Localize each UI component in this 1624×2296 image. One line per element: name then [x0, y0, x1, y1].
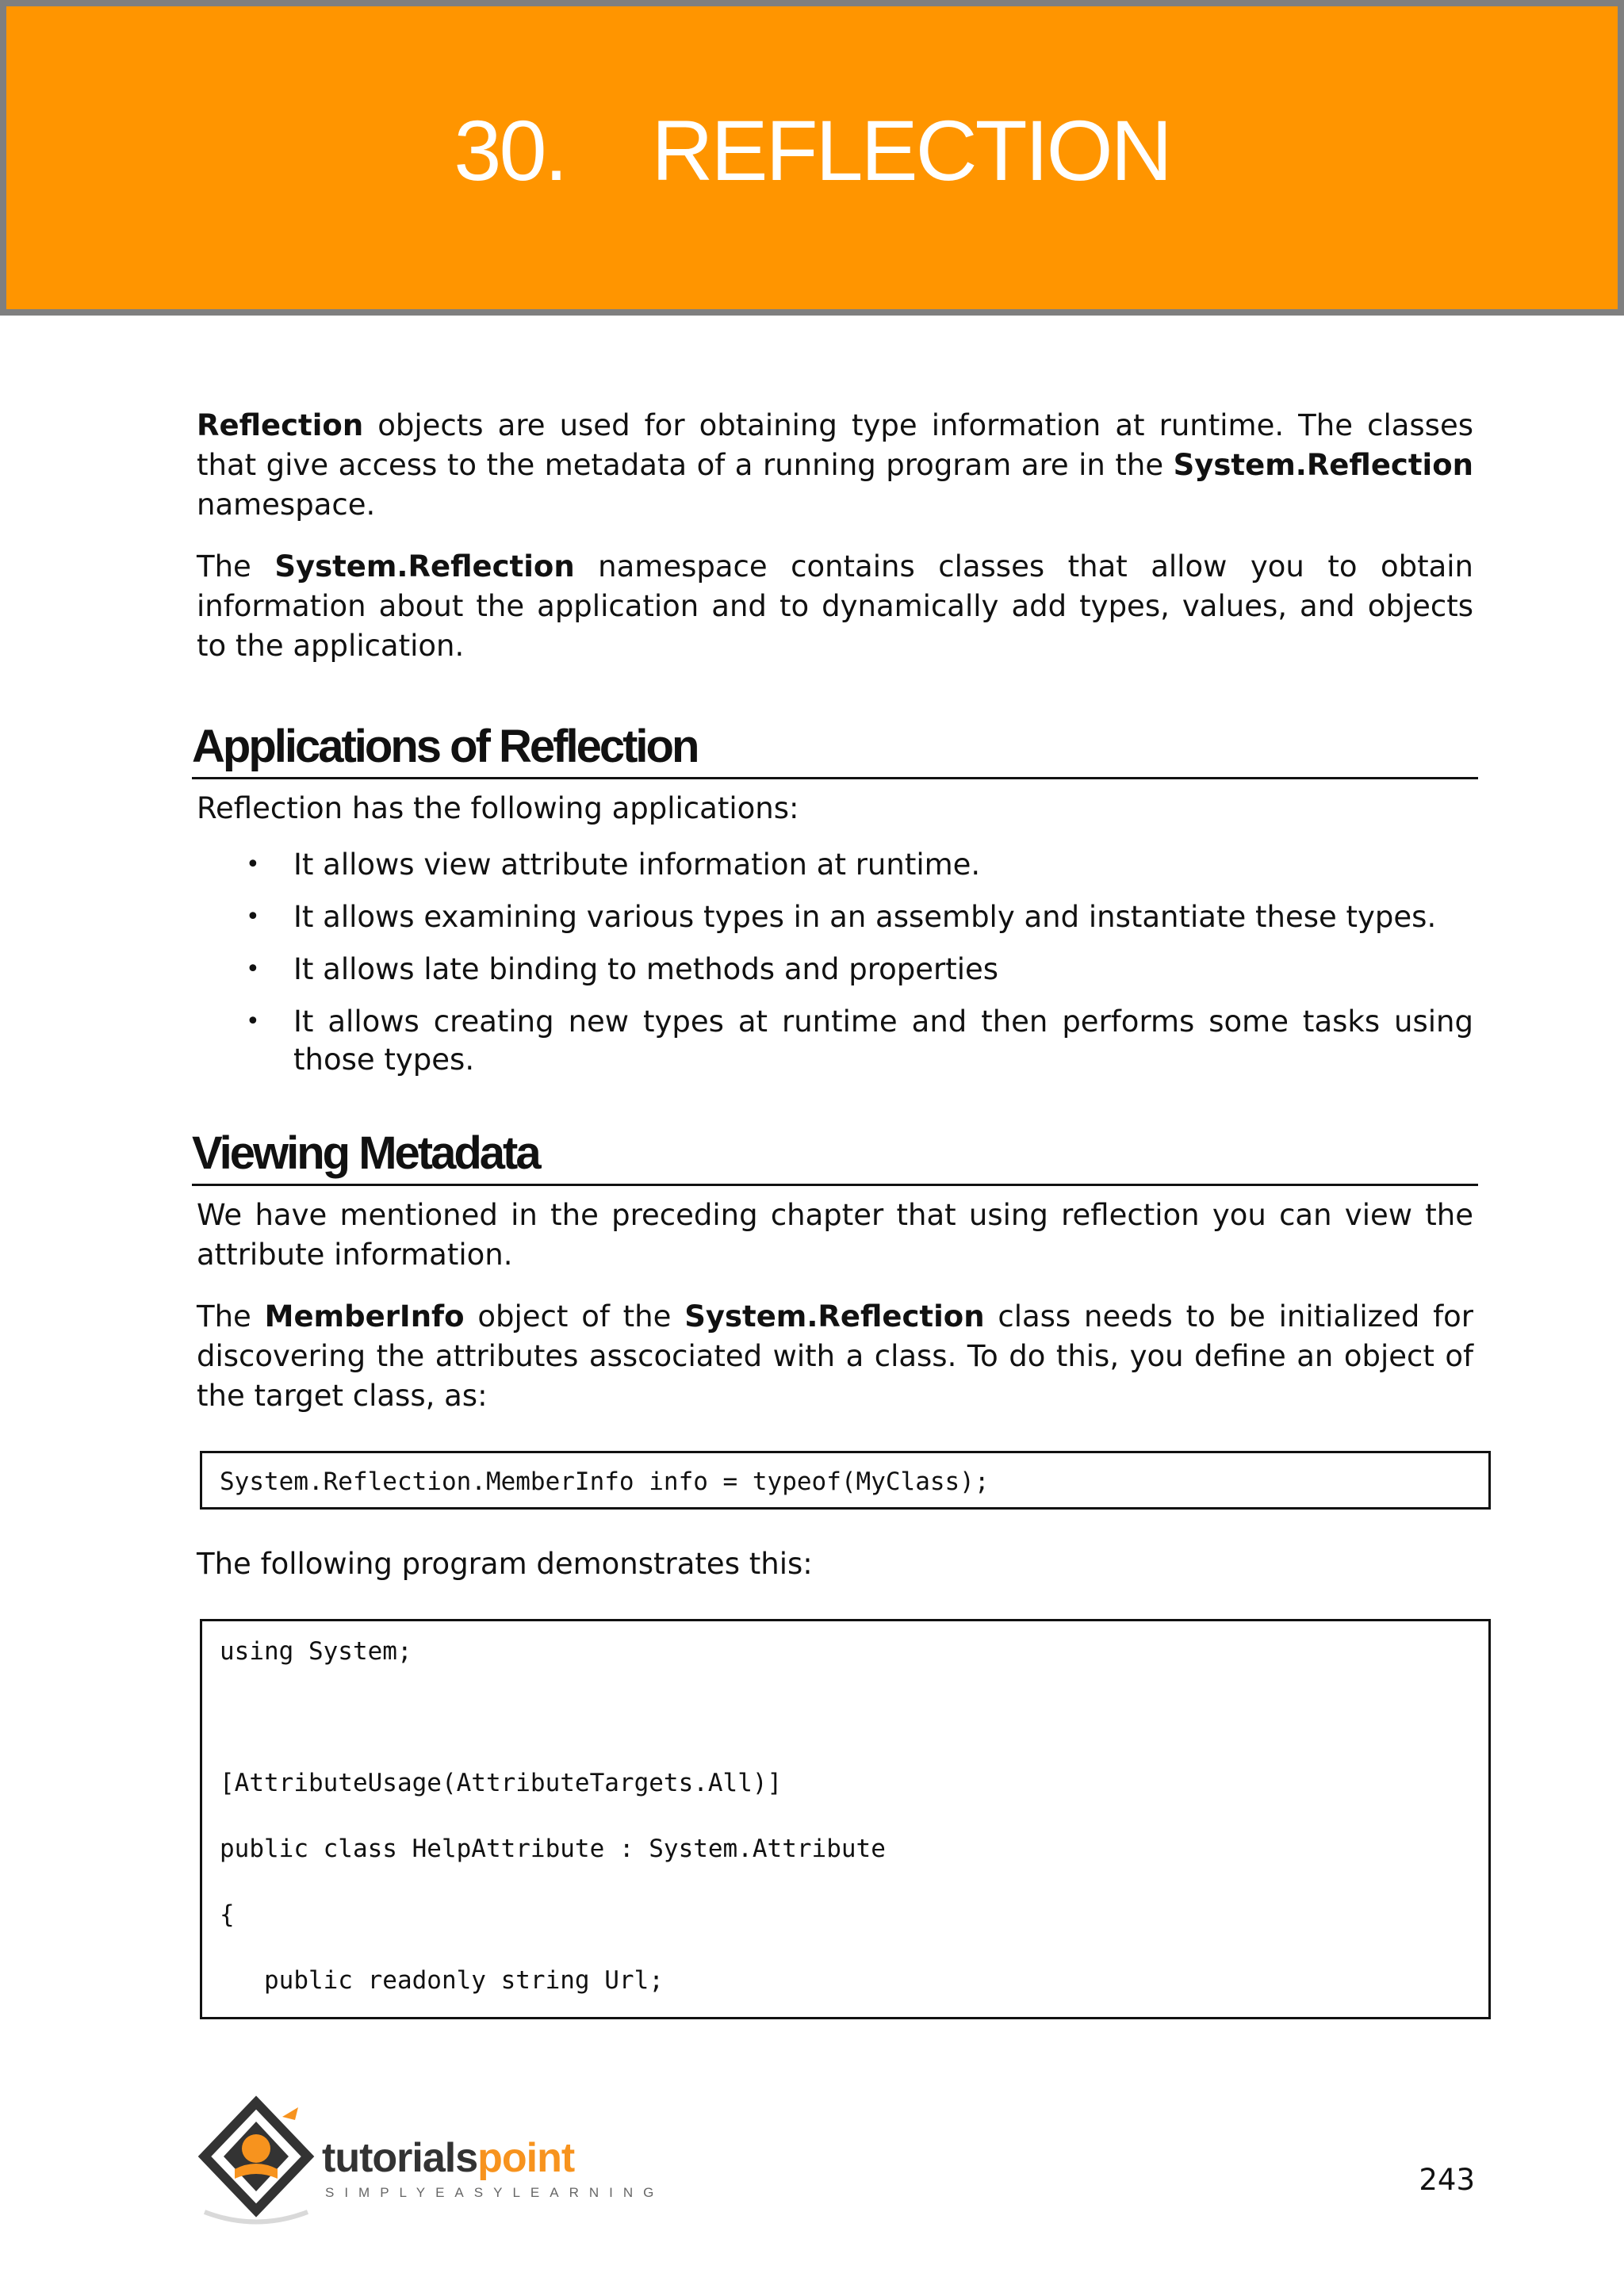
page-content	[192, 406, 1474, 2054]
logo-word-tutorials: tutorials	[322, 2135, 478, 2181]
code-line	[220, 1701, 1471, 1767]
bold-term: System.Reflection	[684, 1299, 985, 1334]
viewing-paragraph-2	[197, 1297, 1473, 1416]
bold-term: MemberInfo	[264, 1299, 465, 1334]
logo-tagline: SIMPLYEASYLEARNING	[325, 2185, 665, 2200]
logo-word-point: point	[477, 2135, 575, 2181]
viewing-paragraph-1: We have mentioned in the preceding chapter that using reflection you can view the attribute information.	[197, 1198, 1473, 1272]
text-run: The	[197, 1299, 265, 1334]
bullet-icon: •	[246, 1008, 260, 1035]
page-number: 243	[1419, 2163, 1475, 2197]
text-run: namespace contains classes that allow you to obtain information about the application and to dynamically add types, values, and objects to the application.	[197, 549, 1473, 663]
bullet-icon: •	[246, 955, 260, 983]
text-run: The	[197, 549, 275, 584]
applications-list	[197, 846, 1473, 1079]
tutorialspoint-logo	[197, 2093, 665, 2236]
bold-term: System.Reflection	[274, 549, 575, 584]
code-line: {	[220, 1900, 235, 1929]
list-item-text: It allows late binding to methods and properties	[293, 952, 999, 986]
chapter-banner	[0, 0, 1624, 316]
text-run: namespace.	[197, 488, 376, 522]
list-item-text: It allows examining various types in an assembly and instantiate these types.	[293, 900, 1437, 934]
logo-emblem-icon	[197, 2093, 316, 2236]
bullet-icon: •	[246, 851, 260, 878]
bullet-icon: •	[246, 903, 260, 931]
text-run: class needs to be initialized for discovering the attributes asscociated with a class. To do this, you define an object of the target class, as:	[197, 1299, 1474, 1413]
code-line: public readonly string Url;	[220, 1966, 664, 1995]
text-run: objects are used for obtaining type information at runtime. The classes that give access to the metadata of a running program are in the	[197, 408, 1473, 482]
applications-lead: Reflection has the following applications:	[197, 791, 799, 825]
bold-term: System.Reflection	[1173, 448, 1473, 482]
code-line: using System;	[220, 1637, 412, 1666]
list-item	[197, 898, 1473, 936]
text-run: object of the	[464, 1299, 685, 1334]
chapter-title: 30. REFLECTION	[454, 101, 1170, 198]
code-block-program	[200, 1619, 1491, 2019]
code-line: [AttributeUsage(AttributeTargets.All)]	[220, 1769, 783, 1797]
section-heading-viewing-metadata: Viewing Metadata	[192, 1125, 1478, 1186]
section-heading-applications: Applications of Reflection	[192, 718, 1478, 779]
logo-wordmark	[322, 2134, 574, 2182]
code-line: public class HelpAttribute : System.Attribute	[220, 1835, 886, 1863]
bold-term: Reflection	[197, 408, 364, 442]
intro-paragraph-1	[197, 406, 1473, 525]
code-line: System.Reflection.MemberInfo info = typeof(MyClass);	[220, 1468, 990, 1496]
list-item	[197, 1003, 1473, 1079]
list-item-text: It allows view attribute information at runtime.	[293, 848, 981, 882]
list-item	[197, 951, 1473, 989]
list-item-text: It allows creating new types at runtime and then performs some tasks using those types.	[293, 1004, 1473, 1077]
code-block-memberinfo	[200, 1451, 1491, 1510]
list-item	[197, 846, 1473, 884]
viewing-paragraph-3: The following program demonstrates this:	[197, 1547, 813, 1581]
intro-paragraph-2	[197, 547, 1473, 666]
